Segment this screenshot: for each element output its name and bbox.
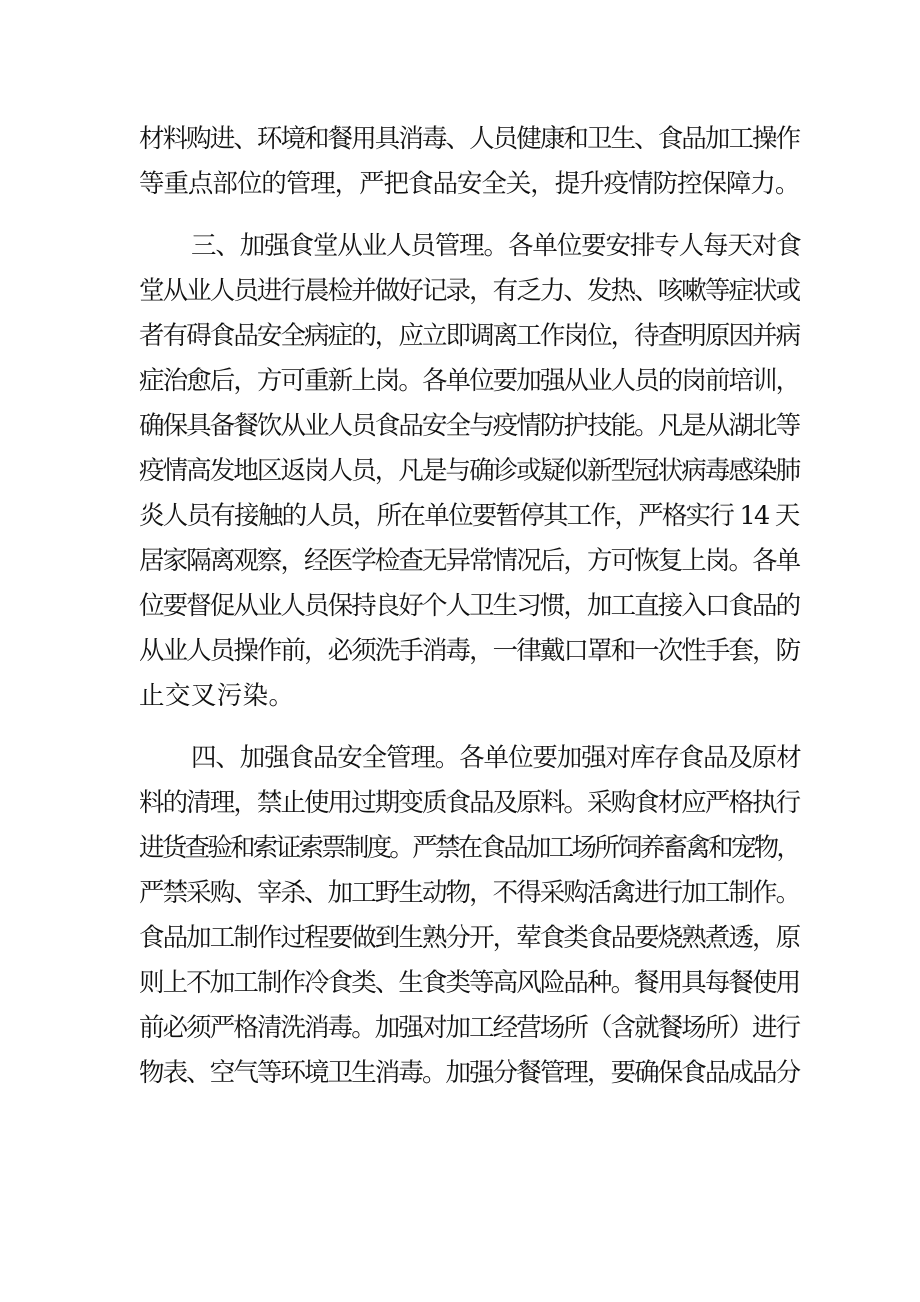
text-line: 堂从业人员进行晨检并做好记录，有乏力、发热、咳嗽等症状或 (139, 276, 800, 306)
text-line: 止交叉污染。 (139, 681, 295, 711)
text-line: 从业人员操作前，必须洗手消毒，一律戴口罩和一次性手套，防 (139, 636, 800, 666)
text-line: 材料购进、环境和餐用具消毒、人员健康和卫生、食品加工操作 (139, 124, 800, 154)
text-line: 物表、空气等环境卫生消毒。加强分餐管理，要确保食品成品分 (139, 1058, 800, 1088)
paragraph-first-line: 三、加强食堂从业人员管理。各单位要安排专人每天对食 (191, 231, 801, 261)
text-line: 则上不加工制作冷食类、生食类等高风险品种。餐用具每餐使用 (139, 968, 800, 998)
text-line: 食品加工制作过程要做到生熟分开，荤食类食品要烧熟煮透，原 (139, 923, 800, 953)
text-line: 者有碍食品安全病症的，应立即调离工作岗位，待查明原因并病 (139, 321, 800, 351)
text-line: 位要督促从业人员保持良好个人卫生习惯，加工直接入口食品的 (139, 591, 800, 621)
text-line: 炎人员有接触的人员，所在单位要暂停其工作，严格实行 14 天 (139, 501, 799, 531)
text-line: 疫情高发地区返岗人员，凡是与确诊或疑似新型冠状病毒感染肺 (139, 456, 800, 486)
text-line: 前必须严格清洗消毒。加强对加工经营场所（含就餐场所）进行 (139, 1013, 800, 1043)
paragraph-first-line: 四、加强食品安全管理。各单位要加强对库存食品及原材 (191, 743, 801, 773)
text-line: 料的清理，禁止使用过期变质食品及原料。采购食材应严格执行 (139, 788, 800, 818)
text-line: 确保具备餐饮从业人员食品安全与疫情防护技能。凡是从湖北等 (139, 411, 800, 441)
text-line: 症治愈后，方可重新上岗。各单位要加强从业人员的岗前培训， (139, 366, 800, 396)
text-line: 等重点部位的管理，严把食品安全关，提升疫情防控保障力。 (139, 169, 800, 199)
text-line: 居家隔离观察，经医学检查无异常情况后，方可恢复上岗。各单 (139, 546, 800, 576)
text-line: 进货查验和索证索票制度。严禁在食品加工场所饲养畜禽和宠物， (139, 833, 800, 863)
text-line: 严禁采购、宰杀、加工野生动物，不得采购活禽进行加工制作。 (139, 878, 800, 908)
